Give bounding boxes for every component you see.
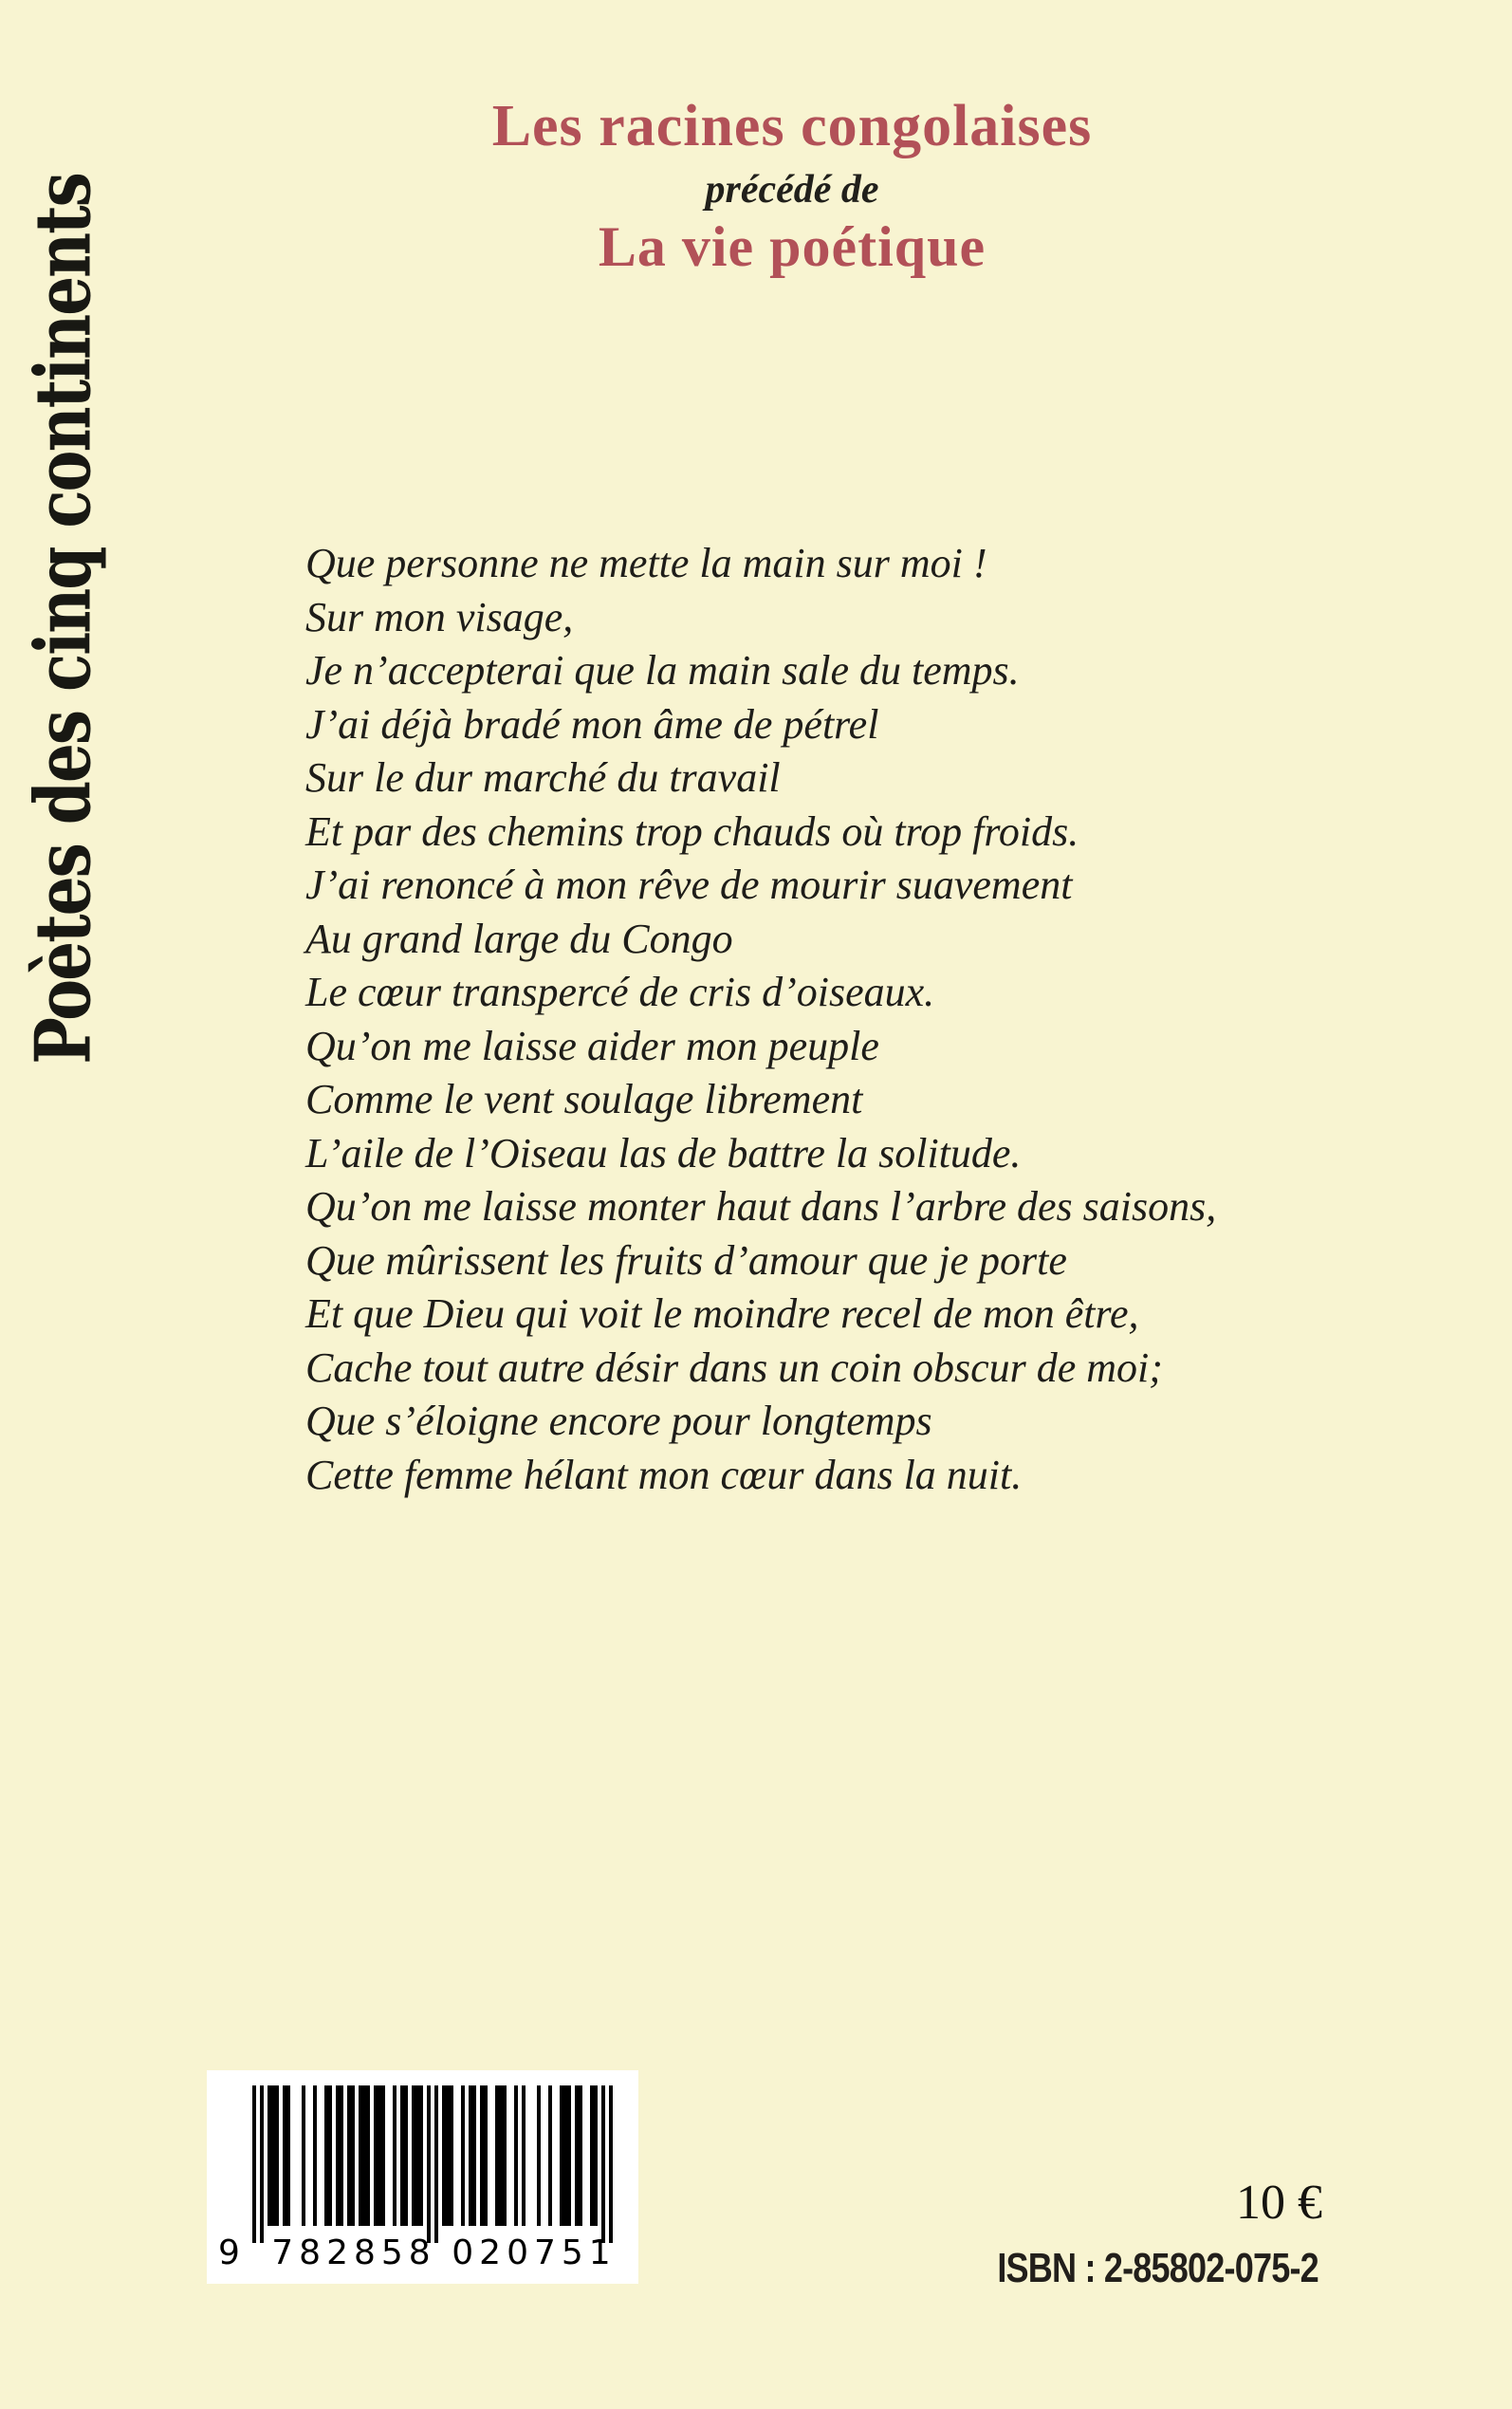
poem-line: Sur mon visage,	[305, 593, 574, 640]
poem-line: Comme le vent soulage librement	[305, 1076, 863, 1122]
barcode-digit-group: 9	[218, 2233, 240, 2272]
title-block	[0, 93, 1512, 278]
isbn-label: ISBN : 2-85802-075-2	[997, 2245, 1318, 2291]
poem-line: J’ai renoncé à mon rêve de mourir suavement	[305, 862, 1073, 908]
poem-line: Cette femme hélant mon cœur dans la nuit.	[305, 1451, 1023, 1498]
preceded-by-label: précédé de	[705, 168, 879, 213]
series-spine-text: Poètes des cinq continents	[17, 174, 108, 1065]
poem-line: L’aile de l’Oiseau las de battre la solitude.	[305, 1129, 1022, 1177]
poem-line: Que mûrissent les fruits d’amour que je porte	[305, 1236, 1067, 1284]
poem	[305, 537, 1216, 1502]
barcode-digit-group: 020751	[452, 2233, 617, 2272]
poem-line: Que personne ne mette la main sur moi !	[305, 540, 987, 586]
price-label: 10 €	[1236, 2176, 1322, 2230]
barcode-bar-module	[609, 2085, 613, 2243]
book-subtitle: La vie poétique	[598, 215, 986, 279]
poem-line: Je n’accepterai que la main sale du temps.	[305, 647, 1020, 694]
poem-line: J’ai déjà bradé mon âme de pétrel	[305, 700, 879, 748]
book-title: Les racines congolaises	[491, 94, 1093, 158]
poem-line: Qu’on me laisse monter haut dans l’arbre des saisons,	[305, 1183, 1217, 1230]
poem-line: Au grand large du Congo	[305, 915, 733, 962]
poem-line: Cache tout autre désir dans un coin obscur de moi;	[305, 1343, 1163, 1391]
poem-line: Le cœur transpercé de cris d’oiseaux.	[305, 969, 935, 1015]
poem-line: Qu’on me laisse aider mon peuple	[305, 1022, 879, 1069]
poem-line: Et que Dieu qui voit le moindre recel de mon être,	[305, 1290, 1139, 1337]
barcode-digit-group: 782858	[271, 2233, 436, 2272]
barcode	[207, 2070, 638, 2284]
poem-line: Que s’éloigne encore pour longtemps	[305, 1398, 932, 1444]
poem-line: Et par des chemins trop chauds où trop froids.	[305, 807, 1079, 855]
poem-line: Sur le dur marché du travail	[305, 754, 781, 801]
barcode-bars	[252, 2085, 613, 2243]
barcode-digits	[207, 2233, 638, 2278]
